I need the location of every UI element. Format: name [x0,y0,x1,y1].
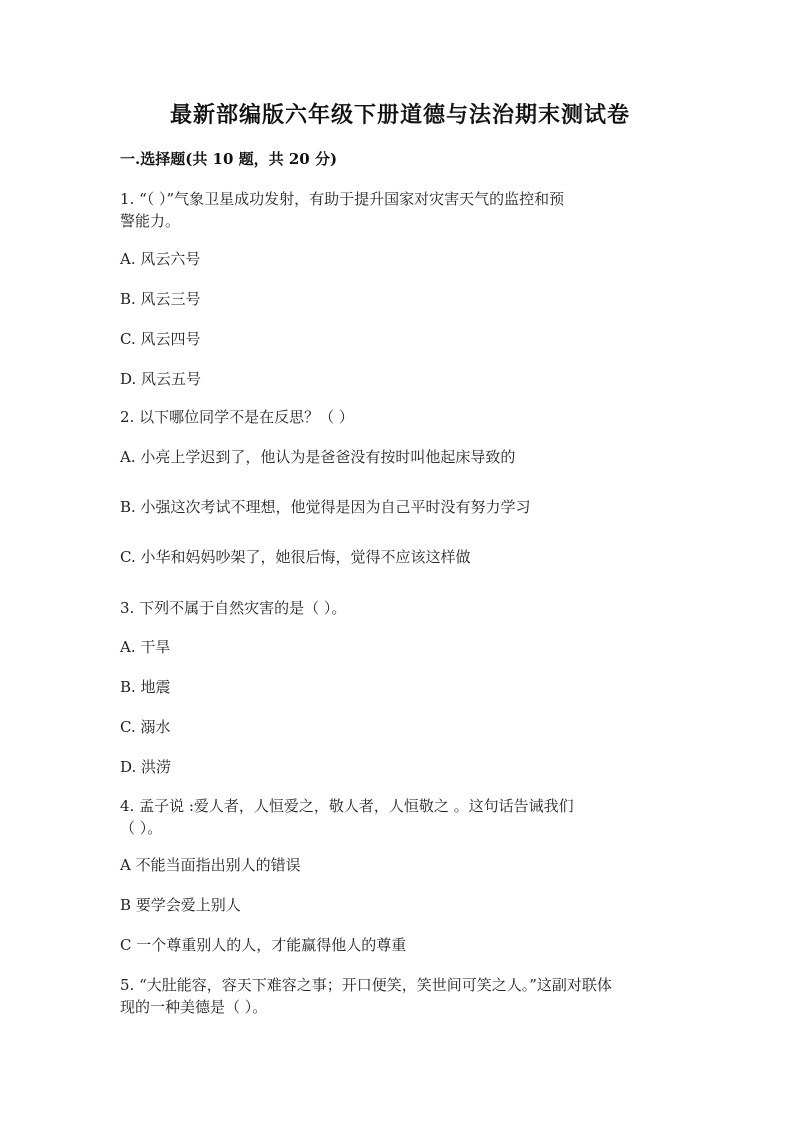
question-4-option-b: B 要学会爱上别人 [120,896,241,914]
question-3-stem: 3. 下列不属于自然灾害的是（ ）。 [120,599,347,617]
question-1-option-d: D. 风云五号 [120,370,202,388]
question-2-option-b: B. 小强这次考试不理想，他觉得是因为自己平时没有努力学习 [120,498,531,516]
question-5-stem-line2: 现的一种美德是（ ）。 [120,998,268,1016]
question-4-stem-line1: 4. 孟子说 :爱人者，人恒爱之，敬人者，人恒敬之 。这句话告诫我们 [120,797,574,815]
page-title: 最新部编版六年级下册道德与法治期末测试卷 [169,102,630,128]
section-heading: 一.选择题(共 10 题，共 20 分) [120,150,338,168]
question-1-option-b: B. 风云三号 [120,290,201,308]
question-1-stem-line1: 1. “（ ）”气象卫星成功发射，有助于提升国家对灾害天气的监控和预 [120,190,565,208]
question-1-stem-line2: 警能力。 [120,212,181,230]
question-2-option-c: C. 小华和妈妈吵架了，她很后悔，觉得不应该这样做 [120,548,471,566]
question-3-option-a: A. 干旱 [120,638,171,656]
question-5-stem-line1: 5. “大肚能容，容天下难容之事；开口便笑，笑世间可笑之人。”这副对联体 [120,976,612,994]
question-3-option-d: D. 洪涝 [120,758,172,776]
question-4-option-a: A 不能当面指出别人的错误 [120,856,301,874]
question-3-option-b: B. 地震 [120,678,171,696]
question-2-stem: 2. 以下哪位同学不是在反思？（ ） [120,408,354,426]
question-3-option-c: C. 溺水 [120,718,171,736]
question-4-option-c: C 一个尊重别人的人，才能赢得他人的尊重 [120,936,407,954]
question-2-option-a: A. 小亮上学迟到了，他认为是爸爸没有按时叫他起床导致的 [120,448,516,466]
question-1-option-c: C. 风云四号 [120,330,201,348]
question-4-stem-line2: （ ）。 [120,819,163,837]
question-1-option-a: A. 风云六号 [120,250,201,268]
